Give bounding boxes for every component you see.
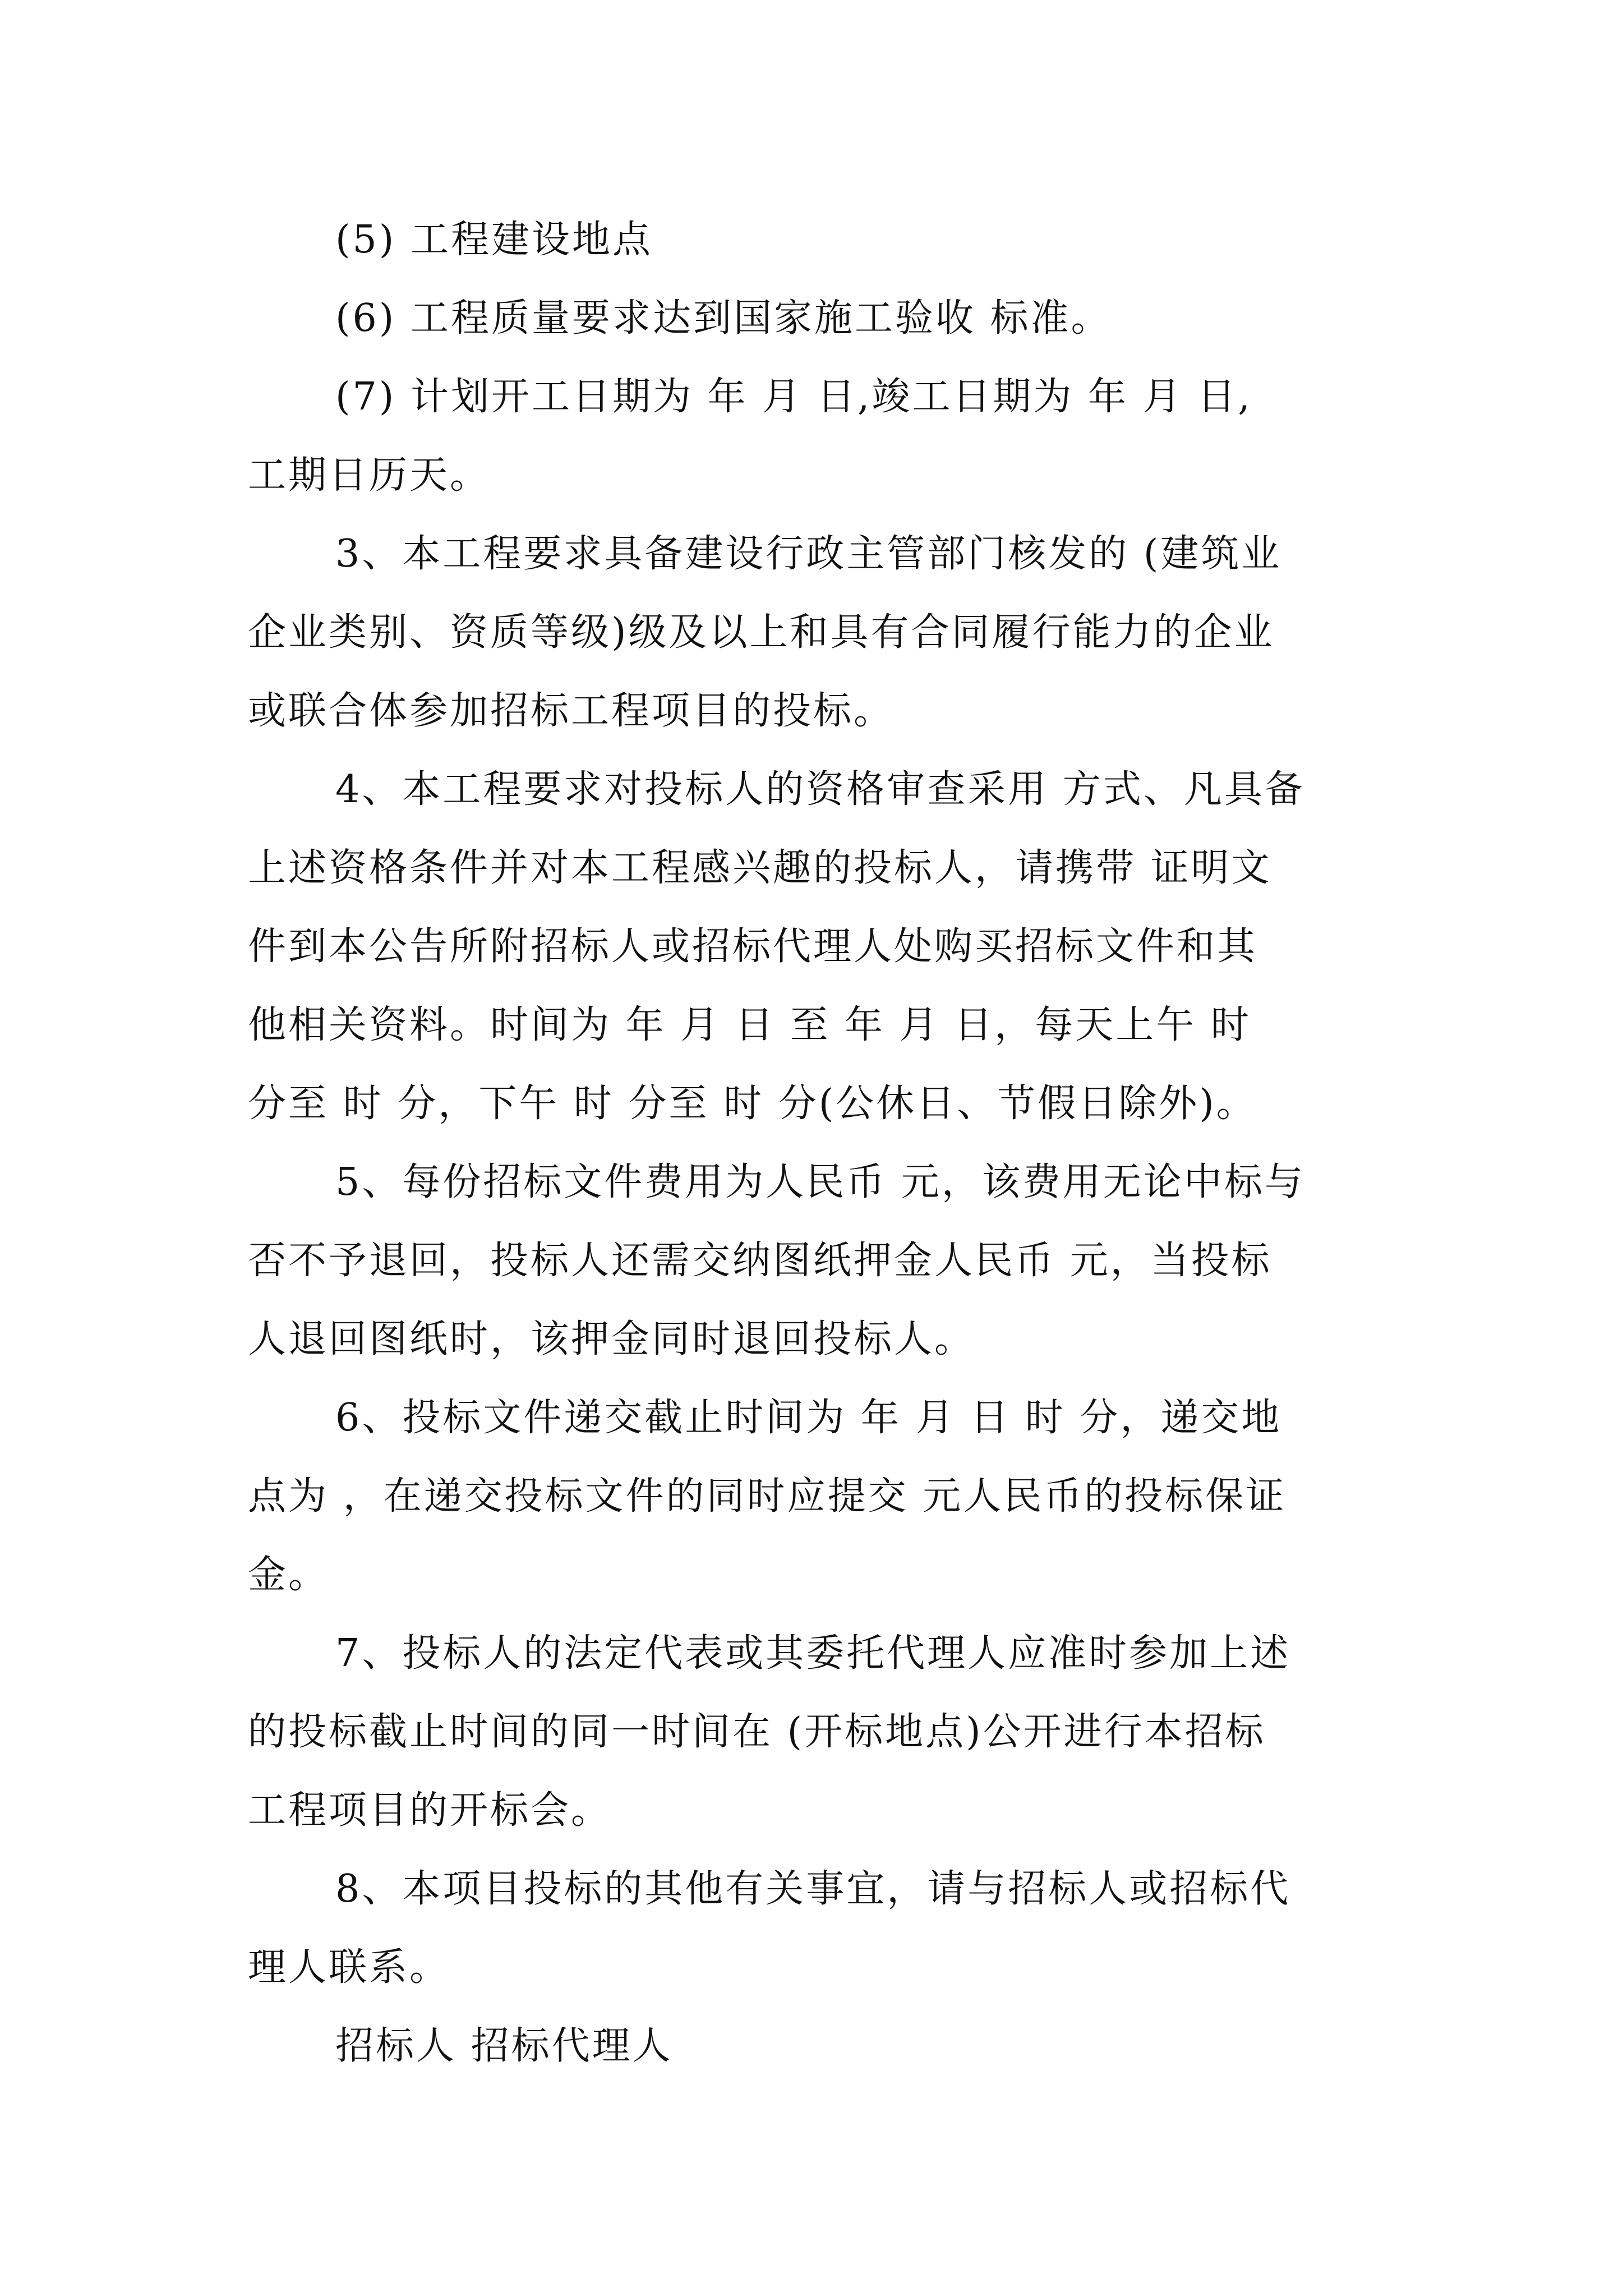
text-line: (5) 工程建设地点 [335, 218, 653, 262]
text-line: 5、每份招标文件费用为人民币 元，该费用无论中标与 [335, 1160, 1305, 1204]
text-line: 点为 ，在递交投标文件的同时应提交 元人民币的投标保证 [248, 1474, 1287, 1519]
text-line: 金。 [248, 1553, 329, 1597]
text-line: 企业类别、资质等级)级及以上和具有合同履行能力的企业 [248, 610, 1275, 655]
text-line: 工期日历天。 [248, 453, 491, 498]
text-line: 人退回图纸时，该押金同时退回投标人。 [248, 1317, 975, 1361]
text-line: 件到本公告所附招标人或招标代理人处购买招标文件和其 [248, 924, 1258, 969]
text-line: 或联合体参加招标工程项目的投标。 [248, 689, 895, 733]
text-line: 7、投标人的法定代表或其委托代理人应准时参加上述 [335, 1631, 1291, 1676]
text-line: 8、本项目投标的其他有关事宜，请与招标人或招标代 [335, 1867, 1291, 1911]
text-line: 工程项目的开标会。 [248, 1788, 612, 1833]
text-line: 上述资格条件并对本工程感兴趣的投标人，请携带 证明文 [248, 846, 1272, 890]
text-line: (7) 计划开工日期为 年 月 日,竣工日期为 年 月 日, [335, 375, 1252, 419]
text-line: 他相关资料。时间为 年 月 日 至 年 月 日，每天上午 时 [248, 1003, 1251, 1047]
text-line: 6、投标文件递交截止时间为 年 月 日 时 分，递交地 [335, 1396, 1282, 1440]
signature-line: 招标人 招标代理人 [335, 2024, 673, 2068]
text-line: 分至 时 分，下午 时 分至 时 分(公休日、节假日除外)。 [248, 1082, 1257, 1126]
text-line: 4、本工程要求对投标人的资格审查采用 方式、凡具备 [335, 767, 1305, 812]
text-line: 否不予退回，投标人还需交纳图纸押金人民币 元，当投标 [248, 1239, 1272, 1283]
text-line: 理人联系。 [248, 1945, 450, 1990]
text-line: 的投标截止时间的同一时间在 (开标地点)公开进行本招标 [248, 1710, 1266, 1754]
text-line: 3、本工程要求具备建设行政主管部门核发的 (建筑业 [335, 532, 1282, 576]
text-line: (6) 工程质量要求达到国家施工验收 标准。 [335, 296, 1112, 341]
